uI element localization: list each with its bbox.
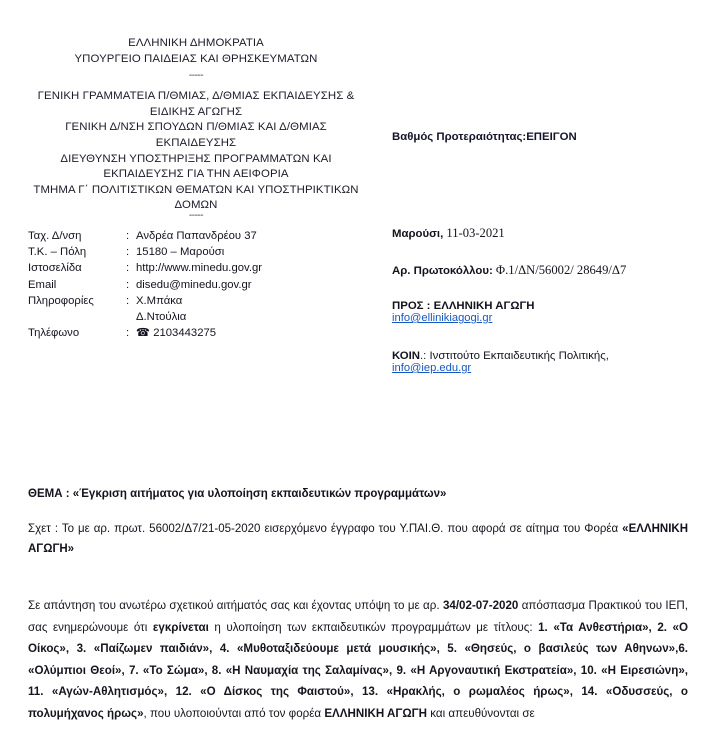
address-colon: : [126,230,130,242]
info-colon: : [126,294,130,307]
relation-prefix: Σχετ : Το με αρ. πρωτ. 56002/Δ7/21-05-2020 εισερχόμενο έγγραφο του Υ.ΠΑΙ.Θ. που αφορά σε αίτημα του Φορέα [28,523,623,535]
cc-email-line [392,362,702,374]
protocol-value: Φ.1/ΔΝ/56002/ 28649/Δ7 [495,263,627,277]
priority-label: Βαθμός Προτεραιότητας: [392,131,527,143]
info-label: Πληροφορίες [28,294,94,307]
org-line-4: ΕΚΠΑΙΔΕΥΣΗΣ [155,136,237,149]
body-reference-number: 34/02-07-2020 [442,599,519,612]
body-program-list: 1. «Τα Ανθεστήρια», 2. «Ο Οίκος», 3. «Παίζωμεν παιδιάν», 4. «Μυθοταξιδεύουμε μετά μουσικής», 5. «Θησεύς, ο βασιλεύς των Αθηνων»,6. «Ολύμπιοι Θεοί», 7. «Το Σώμα», 8. «Η Ναυμαχία της Σαλαμίνας», 9. «Η Αργοναυτική Εκστρατεία», 10. «Η Ειρεσιώνη», 11. «Αγών-Αθλητισμός», 12. «Ο Δίσκος της Φαιστού», 13. «Ηρακλής, ο ρωμαλέος ήρως», 14. «Οδυσσεύς, ο πολυμήχανος ήρως» [28,620,689,720]
org-line-5: ΔΙΕΥΘΥΝΣΗ ΥΠΟΣΤΗΡΙΞΗΣ ΠΡΟΓΡΑΜΜΑΤΩΝ ΚΑΙ [60,152,332,165]
protocol-number-line [392,263,702,278]
body-part-4: , που υλοποιούνται από τον φορέα [143,706,325,720]
info-value-1: Χ.Μπάκα [136,294,183,307]
phone-value: ☎ 2103443275 [136,327,217,340]
recipient-label: ΠΡΟΣ : ΕΛΛΗΝΙΚΗ ΑΓΩΓΗ [392,300,535,312]
contact-details-table [28,228,262,341]
info-colon-empty [126,309,134,325]
website-label: Ιστοσελίδα [28,262,82,275]
protocol-block [392,226,702,374]
body-approval-word: εγκρίνεται [152,620,209,634]
recipient-email-link[interactable]: info@ellinikiagogi.gr [392,312,493,324]
body-part-2: απόσπασμα Πρακτικού του ΙΕΠ, σας ενημερώνουμε ότι [28,599,688,634]
website-value: http://www.minedu.gov.gr [136,262,262,275]
recipient-email-line [392,312,702,324]
org-line-7: ΤΜΗΜΑ Γ΄ ΠΟΛΙΤΙΣΤΙΚΩΝ ΘΕΜΑΤΩΝ ΚΑΙ ΥΠΟΣΤΗΡΙΚΤΙΚΩΝ [33,183,359,196]
email-value: disedu@minedu.gov.gr [136,278,252,291]
org-line-1: ΓΕΝΙΚΗ ΓΡΑΜΜΑΤΕΙΑ Π/ΘΜΙΑΣ, Δ/ΘΜΙΑΣ ΕΚΠΑΙΔΕΥΣΗΣ & [37,90,355,103]
table-row [28,325,262,341]
date-line [392,226,702,241]
cc-value: .: Ινστιτούτο Εκπαιδευτικής Πολιτικής, [419,350,609,362]
cc-label: ΚΟΙΝ [392,350,420,362]
org-line-3: ΓΕΝΙΚΗ Δ/ΝΣΗ ΣΠΟΥΔΩΝ Π/ΘΜΙΑΣ ΚΑΙ Δ/ΘΜΙΑΣ [65,121,327,134]
priority-value: ΕΠΕΙΓΟΝ [526,131,577,143]
body-part-3: η υλοποίηση των εκπαιδευτικών προγραμμάτων με τίτλους: [208,620,539,634]
body-part-1: Σε απάντηση του ανωτέρω σχετικού αιτήματός σας και έχοντας υπόψη το με αρ. [28,599,443,612]
subject-relation [28,519,688,559]
table-row [28,260,262,276]
body-part-5: και απευθύνονται σε [427,706,535,720]
website-colon: : [126,262,130,275]
city-label: Μαρούσι, [392,228,444,240]
table-row [28,228,262,244]
date-value: 11-03-2021 [446,226,505,240]
org-line-6: ΕΚΠΑΙΔΕΥΣΗΣ ΓΙΑ ΤΗΝ ΑΕΙΦΟΡΙΑ [103,168,289,181]
ministry-header-block [28,36,364,214]
republic-title: ΕΛΛΗΝΙΚΗ ΔΗΜΟΚΡΑΤΙΑ [128,37,264,49]
info-label-empty [28,309,126,325]
email-label: Email [28,278,57,291]
cc-line [392,350,702,362]
spacer [392,278,702,300]
letterhead [0,0,713,210]
recipient-line [392,300,702,312]
body-organization: ΕΛΛΗΝΙΚΗ ΑΓΩΓΗ [324,706,428,720]
table-row [28,293,262,309]
org-line-2: ΕΙΔΙΚΗΣ ΑΓΩΓΗΣ [149,105,243,118]
spacer [392,324,702,350]
address-protocol-zone [0,210,713,425]
body-paragraph [28,595,688,724]
address-separator: ----- [188,210,204,221]
priority-stamp [392,131,577,143]
subject-theme: ΘΕΜΑ : «Έγκριση αιτήματος για υλοποίηση εκπαιδευτικών προγραμμάτων» [28,488,447,500]
address-label: Ταχ. Δ/νση [28,230,82,242]
table-row [28,244,262,260]
spacer [392,241,702,263]
cc-email-link[interactable]: info@iep.edu.gr [392,362,472,374]
ministry-title: ΥΠΟΥΡΓΕΙΟ ΠΑΙΔΕΙΑΣ ΚΑΙ ΘΡΗΣΚΕΥΜΑΤΩΝ [74,52,318,65]
subject-zone [28,486,688,559]
protocol-label: Αρ. Πρωτοκόλλου: [392,265,493,277]
postcode-colon: : [126,246,130,259]
postcode-value: 15180 – Μαρούσι [136,246,225,259]
address-value: Ανδρέα Παπανδρέου 37 [136,230,257,242]
table-row [28,309,262,325]
phone-colon: : [126,327,130,340]
header-separator: ----- [188,70,204,82]
email-colon: : [126,278,130,291]
table-row [28,277,262,293]
relation-organization: «ΕΛΛΗΝΙΚΗ ΑΓΩΓΗ» [28,523,688,555]
org-line-8: ΔΟΜΩΝ [174,199,218,212]
phone-label: Τηλέφωνο [28,327,80,340]
postcode-label: Τ.Κ. – Πόλη [28,246,87,259]
info-value-2: Δ.Ντούλια [136,311,187,324]
